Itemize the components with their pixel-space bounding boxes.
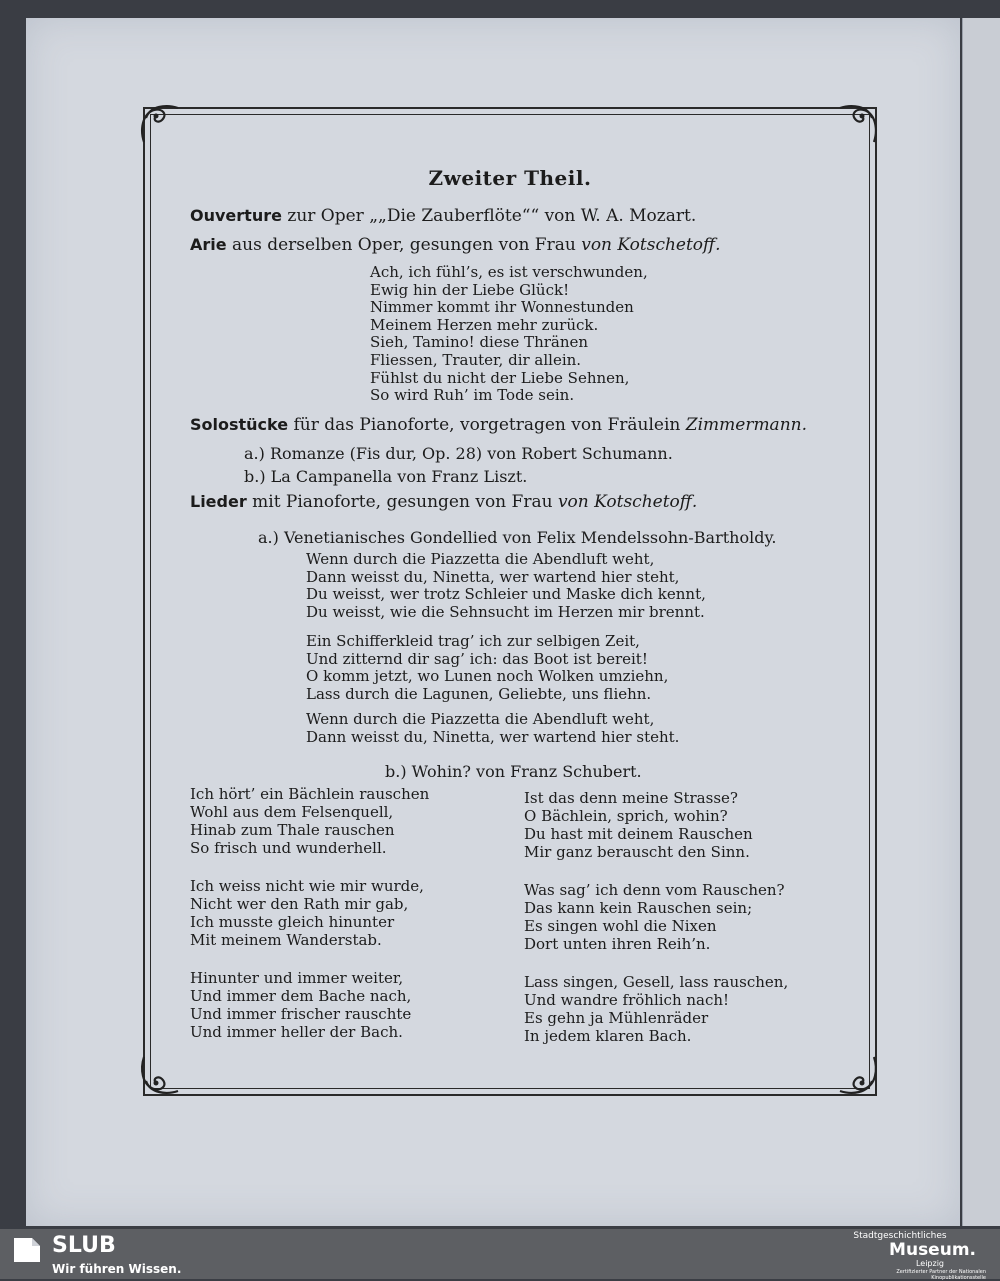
- verse-line: Und immer heller der Bach.: [190, 1023, 403, 1041]
- item-lead: Solostücke: [190, 415, 289, 434]
- verse-line: Ach, ich fühl’s, es ist verschwunden,: [370, 263, 648, 281]
- verse-line: Wenn durch die Piazzetta die Abendluft weht,: [306, 710, 655, 728]
- verse-line: So wird Ruh’ im Tode sein.: [370, 386, 575, 405]
- solo-piece-a: a.) Romanze (Fis dur, Op. 28) von Robert Schumann.: [244, 444, 673, 463]
- verse-line: Mir ganz berauscht den Sinn.: [524, 843, 750, 861]
- performer-name: von Kotschetoff.: [581, 235, 721, 255]
- lied-b-heading: b.) Wohin? von Franz Schubert.: [385, 762, 642, 781]
- performer-name: Zimmermann.: [685, 415, 807, 435]
- lied-a-heading: a.) Venetianisches Gondellied von Felix Mendelssohn-Bartholdy.: [258, 528, 777, 547]
- verse-line: Das kann kein Rauschen sein;: [524, 899, 753, 917]
- verse-line: Nicht wer den Rath mir gab,: [190, 895, 409, 913]
- verse-line: Hinunter und immer weiter,: [190, 969, 404, 987]
- item-text: mit Pianoforte, gesungen von Frau: [246, 492, 558, 512]
- verse-line: Du weisst, wer trotz Schleier und Maske dich kennt,: [306, 585, 706, 604]
- verse-line: Und immer frischer rauschte: [190, 1005, 412, 1023]
- verse-line: Und immer dem Bache nach,: [190, 987, 412, 1005]
- slub-name: SLUB: [52, 1233, 116, 1258]
- verse-line: O Bächlein, sprich, wohin?: [524, 807, 728, 825]
- item-arie: [190, 235, 721, 255]
- verse-line: Du weisst, wie die Sehnsucht im Herzen mir brennt.: [306, 602, 705, 621]
- solo-piece-b: b.) La Campanella von Franz Liszt.: [244, 467, 528, 486]
- verse-line: Meinem Herzen mehr zurück.: [370, 315, 599, 334]
- museum-label: Museum.: [889, 1240, 976, 1260]
- verse-line: Ewig hin der Liebe Glück!: [370, 280, 570, 299]
- item-lead: Arie: [190, 235, 227, 254]
- verse-line: Ein Schifferkleid trag’ ich zur selbigen Zeit,: [306, 632, 640, 650]
- item-lieder: [190, 492, 697, 512]
- museum-note: Zertifizierter Partner der Nationalen Kinopublikationsstelle: [896, 1269, 986, 1281]
- verse-line: Und wandre fröhlich nach!: [524, 991, 730, 1009]
- verse-line: Und zitternd dir sag’ ich: das Boot ist bereit!: [306, 649, 648, 668]
- item-text: aus derselben Oper, gesungen von Frau: [226, 235, 582, 255]
- item-lead: Lieder: [190, 492, 247, 511]
- verse-line: Es singen wohl die Nixen: [524, 917, 717, 935]
- item-solo: [190, 415, 807, 435]
- verse-line: So frisch und wunderhell.: [190, 839, 387, 857]
- verse-line: Es gehn ja Mühlenräder: [524, 1009, 709, 1027]
- verse-line: Fühlst du nicht der Liebe Sehnen,: [370, 368, 630, 387]
- verse-line: Ist das denn meine Strasse?: [524, 789, 738, 807]
- slub-tagline: Wir führen Wissen.: [52, 1262, 182, 1276]
- verse-line: Ich hört’ ein Bächlein rauschen: [190, 785, 430, 803]
- verse-line: Dann weisst du, Ninetta, wer wartend hier steht.: [306, 727, 680, 746]
- verse-line: Du hast mit deinem Rauschen: [524, 825, 753, 843]
- item-text: für das Pianoforte, vorgetragen von Fräulein: [288, 415, 686, 435]
- verse-line: Hinab zum Thale rauschen: [190, 821, 395, 839]
- museum-label-small: Stadtgeschichtliches: [853, 1231, 947, 1241]
- museum-city: Leipzig: [915, 1259, 944, 1268]
- verse-line: Wohl aus dem Felsenquell,: [190, 803, 394, 821]
- item-ouverture: [190, 206, 696, 226]
- item-lead: Ouverture: [190, 206, 282, 225]
- verse-line: Was sag’ ich denn vom Rauschen?: [524, 881, 785, 899]
- verse-line: Mit meinem Wanderstab.: [190, 931, 382, 949]
- item-text: zur Oper „„Die Zauberflöte““ von W. A. Mozart.: [281, 206, 697, 226]
- verse-line: Lass singen, Gesell, lass rauschen,: [524, 973, 789, 991]
- verse-line: Dann weisst du, Ninetta, wer wartend hier steht,: [306, 567, 680, 586]
- verse-line: Dort unten ihren Reih’n.: [524, 935, 711, 953]
- section-title: Zweiter Theil.: [428, 166, 592, 190]
- verse-line: Ich musste gleich hinunter: [190, 913, 395, 931]
- verse-line: Wenn durch die Piazzetta die Abendluft weht,: [306, 550, 655, 568]
- verse-line: Lass durch die Lagunen, Geliebte, uns fliehn.: [306, 684, 652, 703]
- verse-line: Sieh, Tamino! diese Thränen: [370, 333, 589, 352]
- verse-line: Nimmer kommt ihr Wonnestunden: [370, 298, 634, 317]
- verse-line: Fliessen, Trauter, dir allein.: [370, 351, 582, 369]
- verse-line: O komm jetzt, wo Lunen noch Wolken umziehn,: [306, 667, 669, 686]
- verse-line: Ich weiss nicht wie mir wurde,: [190, 877, 424, 895]
- performer-name: von Kotschetoff.: [557, 492, 698, 512]
- verse-line: In jedem klaren Bach.: [524, 1027, 692, 1045]
- slub-logo-icon: [12, 1234, 42, 1264]
